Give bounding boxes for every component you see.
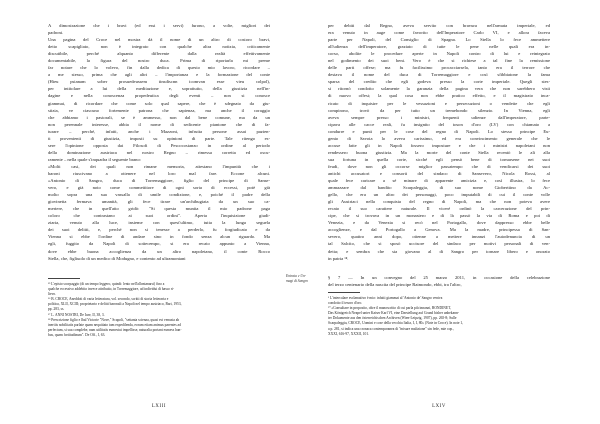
text-line: dei suoi delitti, e, perché non si tenesse a perderlo, fu forgiudicato e da (48, 227, 270, 233)
section-line: § 7 — In un convegno del 25 marzo 2011, in occasione della celebrazione (328, 275, 550, 280)
text-line: (Hieu psianam sober prosuedeussem tinsdiscnn icomvan esse vieu colpol), (48, 79, 270, 85)
text-line: padroni. (48, 30, 64, 36)
text-line: molto sopra una sua vassalla di umile condizione, e, poiché il padre della (48, 192, 270, 198)
text-line: giammai, di ricordare che come solo qual sapere, che è sdegnato da giu- (48, 100, 270, 106)
text-line: Vienna si ebbe l'ordine di andare sino in fondo senza alcun riguardo. Ma (48, 234, 270, 240)
text-line: feudi, dove non gli occorse miglior passatempo che di vendicarsi dei suoi (328, 163, 550, 169)
left-footnote-rule (48, 278, 80, 279)
text-line: detta; e sembra che sia giovano al di Sangro per tornare libero e onorato (328, 248, 550, 254)
text-line: Una pagina del Croce nel mostra dà il nome di un altro di costoro bravi, (48, 37, 270, 43)
text-line: per debiti dal Regno, aveva servito con bravura nell'armata imperiale, ed (328, 23, 550, 28)
text-line: inertiis nobilitatis parlate quam nequitiato tam expedilenda, eorum etiam animus parentes ad (48, 322, 181, 327)
text-line: detto scapigliato, non è integrato con qualche altra notizia, criticamente (48, 44, 270, 50)
text-line: qualche eccessivo addebito invece attribuito, in Torremaggiore, ad individui di basso ri- (48, 287, 175, 292)
text-line: meriere, che in quell'atto gridò: "Si questa munita il mio padrone paga (48, 206, 270, 212)
text-line: perfectum, si sua complebe, nam utilitatis eumestui impellisse, naturalia portant eumess han- (48, 327, 182, 332)
text-line: documentabile, la figura del nostro duca. Prima di riportarla mi preme (48, 58, 270, 64)
text-line: ammazzare dal bandito Scarpaleggia, di suo nome Gioberttino da Ac- (328, 185, 550, 191)
text-line: dove ebbe buona accoglienza da un altro napoletano, il conte Rocco (48, 248, 270, 254)
text-line: accuse fatte gli in Napoli fossero imposture e che i ministri napoletani non (328, 142, 550, 148)
text-line: sparsa del credito che egli godeva presso la corte imperiale. Quegli stes- (328, 79, 550, 85)
text-line: condotto il tesoro d'oro. (328, 301, 363, 306)
text-line: vero, e già noto come commettitore di ogni sorta di eccessi, potè già (48, 185, 270, 191)
right-folio: LXIV (432, 404, 446, 409)
text-line: ¹⁶ B. CROCE, Aneddoti di varia letteratura, vol. secondo, scritti di storia letteraria e (48, 297, 169, 302)
left-footnotes (48, 282, 270, 338)
text-line: corso, abolite le procedure aperte in Napoli contro di lui e reintegrato (328, 51, 550, 57)
text-line: politica, XLII, XCIII; proprietario e delitti baronali a Napoli nel tempo austriaco, Bari, 1953, (48, 302, 182, 307)
text-line: Das Königreich Neapel unter Kaiser Karl VI, eine Darstellung auf Grund bisher unbekann- (328, 311, 459, 316)
text-line: bus, quam fortitudinum". De Off., I, 63. (48, 332, 106, 337)
text-line: cipe, che si trovava in un monastero e di là passò la via di Roma e poi di (328, 213, 550, 219)
text-line: genio di Savoia lo aveva carissimo, ed era convincimento generale che le (328, 135, 550, 141)
text-line: per intitolare a lui della meditazione e, soprattutto, della giustizia nell'in- (48, 86, 270, 92)
left-body-text (48, 22, 270, 262)
text-line: gli Austriaci nella conquista del regno di Napoli, ma che non poteva avere (328, 199, 550, 205)
text-line: stizia, ve ciascuno fortemente patrona che sapienza, ma anche il coraggio (48, 107, 270, 113)
right-footnotes (328, 296, 550, 337)
text-line: tal Salcito, che si sposò uccisore del sindaco per motivi personali di ven- (328, 241, 550, 247)
text-line: Scarpaleggia, CROCE, Uomini e cose della vecchia Italia, I, I, 80» (Note in Croce). In note 1, (328, 321, 464, 326)
text-line: di nuovo offesi; la qual cosa non ebbe pratico effetto, e il magistrato inca- (328, 93, 550, 99)
text-line: cipava alle cacce reali, fu insignito del toson d'oro (LV) con chiamato a (328, 121, 550, 127)
text-line: pp. 283, ss. (48, 307, 65, 312)
text-line: ¹ L'intercalare esclamativo è mio: infatti giammai al 'Antonio de' Sangro veniva (328, 296, 443, 300)
text-line: era venuto in auge come favorito dell'Imperatore Carlo VI, e allora faceva (328, 30, 550, 36)
text-line: XXXI, 616-97, XXXII, 101. (328, 331, 370, 336)
right-page (328, 22, 550, 417)
text-line: far notare che lo volevo, fin dalla dedica di questo mio lavoro, ricordare – (48, 65, 270, 71)
text-line: della dominazione austriaca nel nostro Regno – rimessa corretta ed oscu- (48, 149, 270, 155)
text-line: in patria ¹⁸. (328, 255, 349, 261)
text-line: condurre e punti per le cose del regno di Napoli. Lo stesso principe Eu- (328, 128, 550, 134)
text-line: destava il nome del duca di Torremaggiore e così sfibbiatone la fama (328, 72, 550, 78)
text-line: baroni riuscivano a ottenere nel loro mal fare. Eccone alcuni. (48, 170, 270, 176)
text-line: si ritornò condotto solamente la garanzia della pagina vera che non sarebbero visti (328, 86, 550, 92)
text-line: non perennale interesse, abbia il nome di sedicente piantone che di fa- (48, 121, 270, 127)
text-line: gello, che era un altro dei personaggi, poco imputabili di cui il conte volle (328, 192, 550, 198)
text-line: sua fortuna in quella corte, sicché egli pensò bene di tornarsene nei suoi (328, 156, 550, 162)
text-line: turare – perché, infatti, anche i Mazzoni, infrutta persone assai pazien- (48, 128, 270, 134)
text-line: coloro che contrastano ai suoi ordini". Aperta l'inquisizione giudi- (48, 213, 270, 219)
text-line: compirono, trovò da per tutto un tremebondo silenzio. In Vienna, egli (328, 107, 550, 113)
text-line: ¹⁸ Prescrizione figlio e lbal Victorie "Nove," Scapoli, "settanta scienza, quasi est venusta ab (48, 317, 180, 322)
text-line: ¹⁵ L'episto scorpaggio (di un tempo leggero, quindi: lento nell'allontanarsi) fino a (48, 282, 165, 286)
text-line: che abbiamo i pastorali, se è ammesso, non dal bene comune, ma da un (48, 114, 270, 120)
text-line: a p. 281, si indica una cronaca contemporanea di "misure malizione" sin fede, mie cop., (328, 326, 454, 331)
text-line: sere l'opinione opposta dai Filosofi di Pescocostanzo in ordine al periodo (48, 142, 270, 148)
text-line: severo, quattro anni dopo, ottenne a mettere innanzi l'autodenuncia di un (328, 234, 550, 240)
text-line: delle parti offese; ma fu facilissimo procacciarsela, tanto era il terrore che (328, 65, 550, 71)
left-folio: LXIII (151, 404, 167, 409)
text-line: quale fece caricare a sé minare di apparente amicizia e, così illustra, lo fece (328, 178, 550, 184)
right-body-text (328, 22, 550, 262)
right-section (328, 274, 550, 288)
text-line: ter Dokumente aus den österreichischen Archiven (Wien-Leipzig, 1907), pp. 265-8; Sulle (328, 316, 457, 321)
left-page (48, 22, 270, 417)
text-line: parte per Napoli, del Consiglio di Spagna. Lo Stella lo fece ammettere (328, 37, 550, 43)
text-line: ricato di inquisire per le vessazioni e persecuzioni o vendette che egli (328, 100, 550, 106)
text-line: ti provenienti di giustizia, imposti su opinioni di parte. Tale ritengo es- (48, 135, 270, 141)
margin-note: Entrata e Un- magi di Sangro (286, 274, 309, 284)
text-line: discutibile, perché alquanto differente dalla realtà effettivamente (48, 51, 270, 57)
text-line: nel godimento dei suoi beni. Vero è che si richiese a tal fine la remissione (328, 58, 550, 64)
text-line: «Antonio di Sangro, duca di Torremaggiore, figlio del principe di Sanse- (48, 178, 270, 184)
text-line: giovinetta fermava umanità, gli fece tirare un'archibugiata da un suo ca- (48, 199, 270, 205)
text-line: «Molti casi, dei quali non rimane memoria, attestano l'impunità che i (48, 163, 270, 169)
section-line-cont: del terzo centenario della nascita del principe Raimondo, ebbi, tra l'altro, (328, 282, 462, 288)
text-line: ziaria, venuto alla luce, insieme con quest'ultimo, tutta la lunga seguela (48, 220, 270, 226)
text-line: A dimostrazione che i bravi (ed essi i servi) furono, a volte, migliori dei (48, 23, 270, 28)
text-line: egli, fuggito da Napoli di sottecempo, si era recato appunto a Vienna, (48, 241, 270, 247)
text-line: ¹⁷ L. ANNI NOSTRI, De Iure, II, 38, 3. (48, 312, 105, 317)
text-line: ²⁰ «Consultare in proposito, oltre il manoscritto di cui parla più innanzi, BONDINET, (328, 306, 451, 311)
right-footnote-rule (328, 292, 360, 293)
text-line: ramente – nella quale s'inquadra il seguente brano: (48, 156, 142, 162)
text-line: recato il suo carattere naturale. Il viceré ordinò la carcerazione del prin- (328, 206, 550, 212)
text-line: lievo. (48, 292, 57, 297)
text-line: rendessero buona giustizia. Ma la morte del conte Stella recentò le ali alla (328, 149, 550, 155)
text-line: aveva sempre presso i ministri, frequenti udienze dall'imperatore, parte- (328, 114, 550, 120)
text-line: accoglienze, e dal Portogallo a Genova. Ma la madre, principessa di San- (328, 227, 550, 233)
text-line: dagine e nella conoscenza propedeutica degli eventi – non si conosce (48, 93, 270, 99)
text-line: all'udienza dell'imperatore, graziato di tutte le pene nelle quali era in- (328, 44, 550, 50)
text-line: Venezia, e da Venezia si recò nel Portogallo, dove dappresso ebbe belle (328, 220, 550, 226)
text-line: antichi accusatori e consorti del sindaco di Sansevero, Nicola Rossi, al (328, 170, 550, 176)
text-line: Stella, che, figliuolo di un medico di Modugno, e contento ad ultramontani (48, 255, 186, 261)
text-line: a me stesso, prima che agli altri – l'importanza e la formazione del conte (48, 72, 270, 78)
